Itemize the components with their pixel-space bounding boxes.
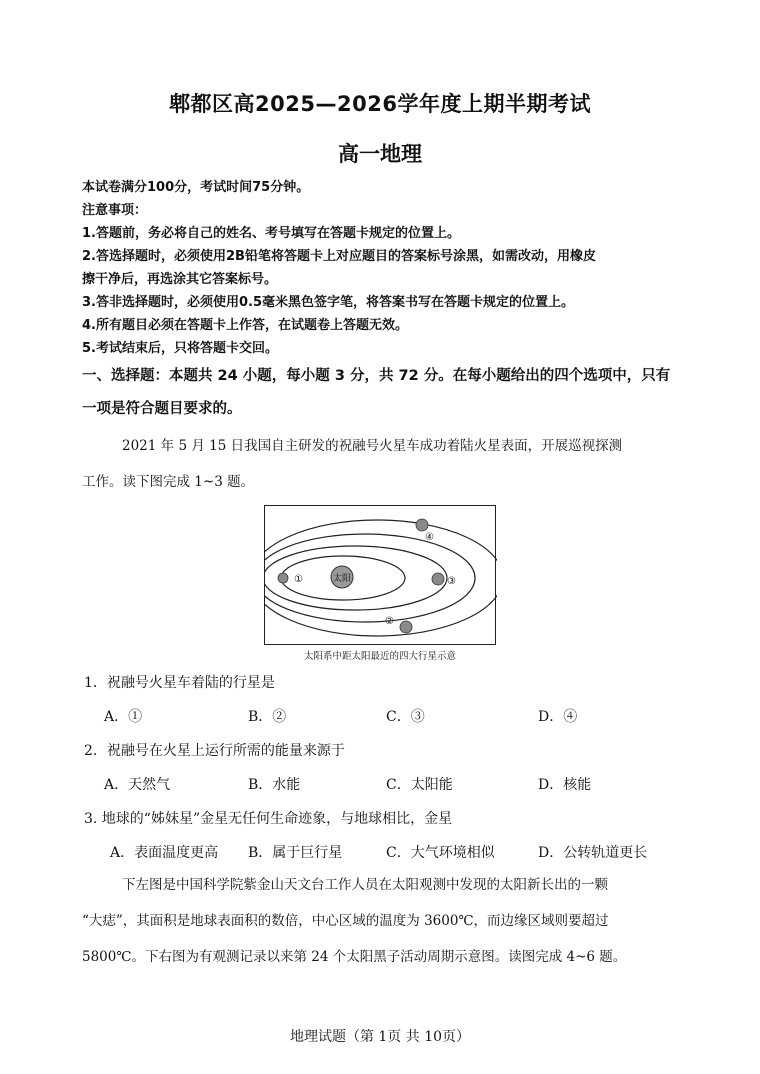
planet-2-label: ② [385,616,394,627]
notice-item: 3.答非选择题时，必须使用0.5毫米黑色签字笔，将答案书写在答题卡规定的位置上。 [82,295,575,310]
intro-line: 下左图是中国科学院紫金山天文台工作人员在太阳观测中发现的太阳新长出的一颗 [122,877,608,893]
orbit-diagram [265,506,497,646]
planet-4-label: ④ [425,532,434,543]
exam-title: 郫都区高2025—2026学年度上期半期考试 [169,92,591,116]
question-2-option-c: C．太阳能 [386,777,453,793]
notice-heading: 注意事项： [82,203,148,218]
question-3-option-a: A．表面温度更高 [110,845,219,861]
notice-item: 擦干净后，再选涂其它答案标号。 [82,272,278,287]
question-2-option-d: D．核能 [538,777,592,793]
score-time-line: 本试卷满分100分，考试时间75分钟。 [82,180,310,195]
notice-item: 2.答选择题时，必须使用2B铅笔将答题卡上对应题目的答案标号涂黑，如需改动，用橡皮 [82,249,596,264]
intro-line: “大痣”，其面积是地球表面积的数倍，中心区域的温度为 3600℃，而边缘区域则要超过 [82,913,609,929]
question-3-option-c: C．大气环境相似 [386,845,495,861]
question-3-option-b: B．属于巨行星 [248,845,343,861]
planet-3-icon [432,573,444,585]
intro-line: 工作。读下图完成 1~3 题。 [82,474,255,490]
notice-block [82,176,682,360]
question-1-option-b: B．② [248,709,287,725]
intro-paragraph-2 [82,867,682,975]
question-1-option-a: A．① [104,709,143,725]
planet-3-label: ③ [447,576,456,587]
planet-2-icon [400,621,412,633]
page-footer: 地理试题（第 1页 共 10页） [289,1029,471,1045]
question-3-option-d: D．公转轨道更长 [538,845,648,861]
question-1-option-c: C．③ [386,709,425,725]
solar-system-figure [264,505,496,645]
notice-item: 1.答题前，务必将自己的姓名、考号填写在答题卡规定的位置上。 [82,226,460,241]
exam-subject: 高一地理 [338,142,422,166]
question-2-stem: 2．祝融号在火星上运行所需的能量来源于 [84,743,345,759]
planet-1-icon [278,573,288,583]
notice-item: 5.考试结束后，只将答题卡交回。 [82,341,278,356]
question-2-option-b: B．水能 [248,777,301,793]
intro-paragraph-1 [82,428,682,500]
intro-line: 2021 年 5 月 15 日我国自主研发的祝融号火星车成功着陆火星表面，开展巡视探测 [122,438,623,454]
question-3-stem: 3. 地球的“姊妹星”金星无任何生命迹象，与地球相比，金星 [84,811,453,827]
figure-caption: 太阳系中距太阳最近的四大行星示意 [303,651,456,662]
section-line: 一、选择题：本题共 24 小题，每小题 3 分，共 72 分。在每小题给出的四个选项中，只有 [82,368,671,384]
intro-line: 5800℃。下右图为有观测记录以来第 24 个太阳黑子活动周期示意图。读图完成 4~6 题。 [82,949,627,965]
question-1-option-d: D．④ [538,709,578,725]
notice-item: 4.所有题目必须在答题卡上作答，在试题卷上答题无效。 [82,318,408,333]
planet-1-label: ① [294,574,303,585]
planet-4-icon [416,519,428,531]
question-1-stem: 1．祝融号火星车着陆的行星是 [84,675,275,691]
section-line: 一项是符合题目要求的。 [82,401,242,417]
orbit-2 [265,546,447,610]
section-heading [82,360,682,426]
sun-label: 太阳 [332,574,352,584]
question-2-option-a: A．天然气 [104,777,171,793]
